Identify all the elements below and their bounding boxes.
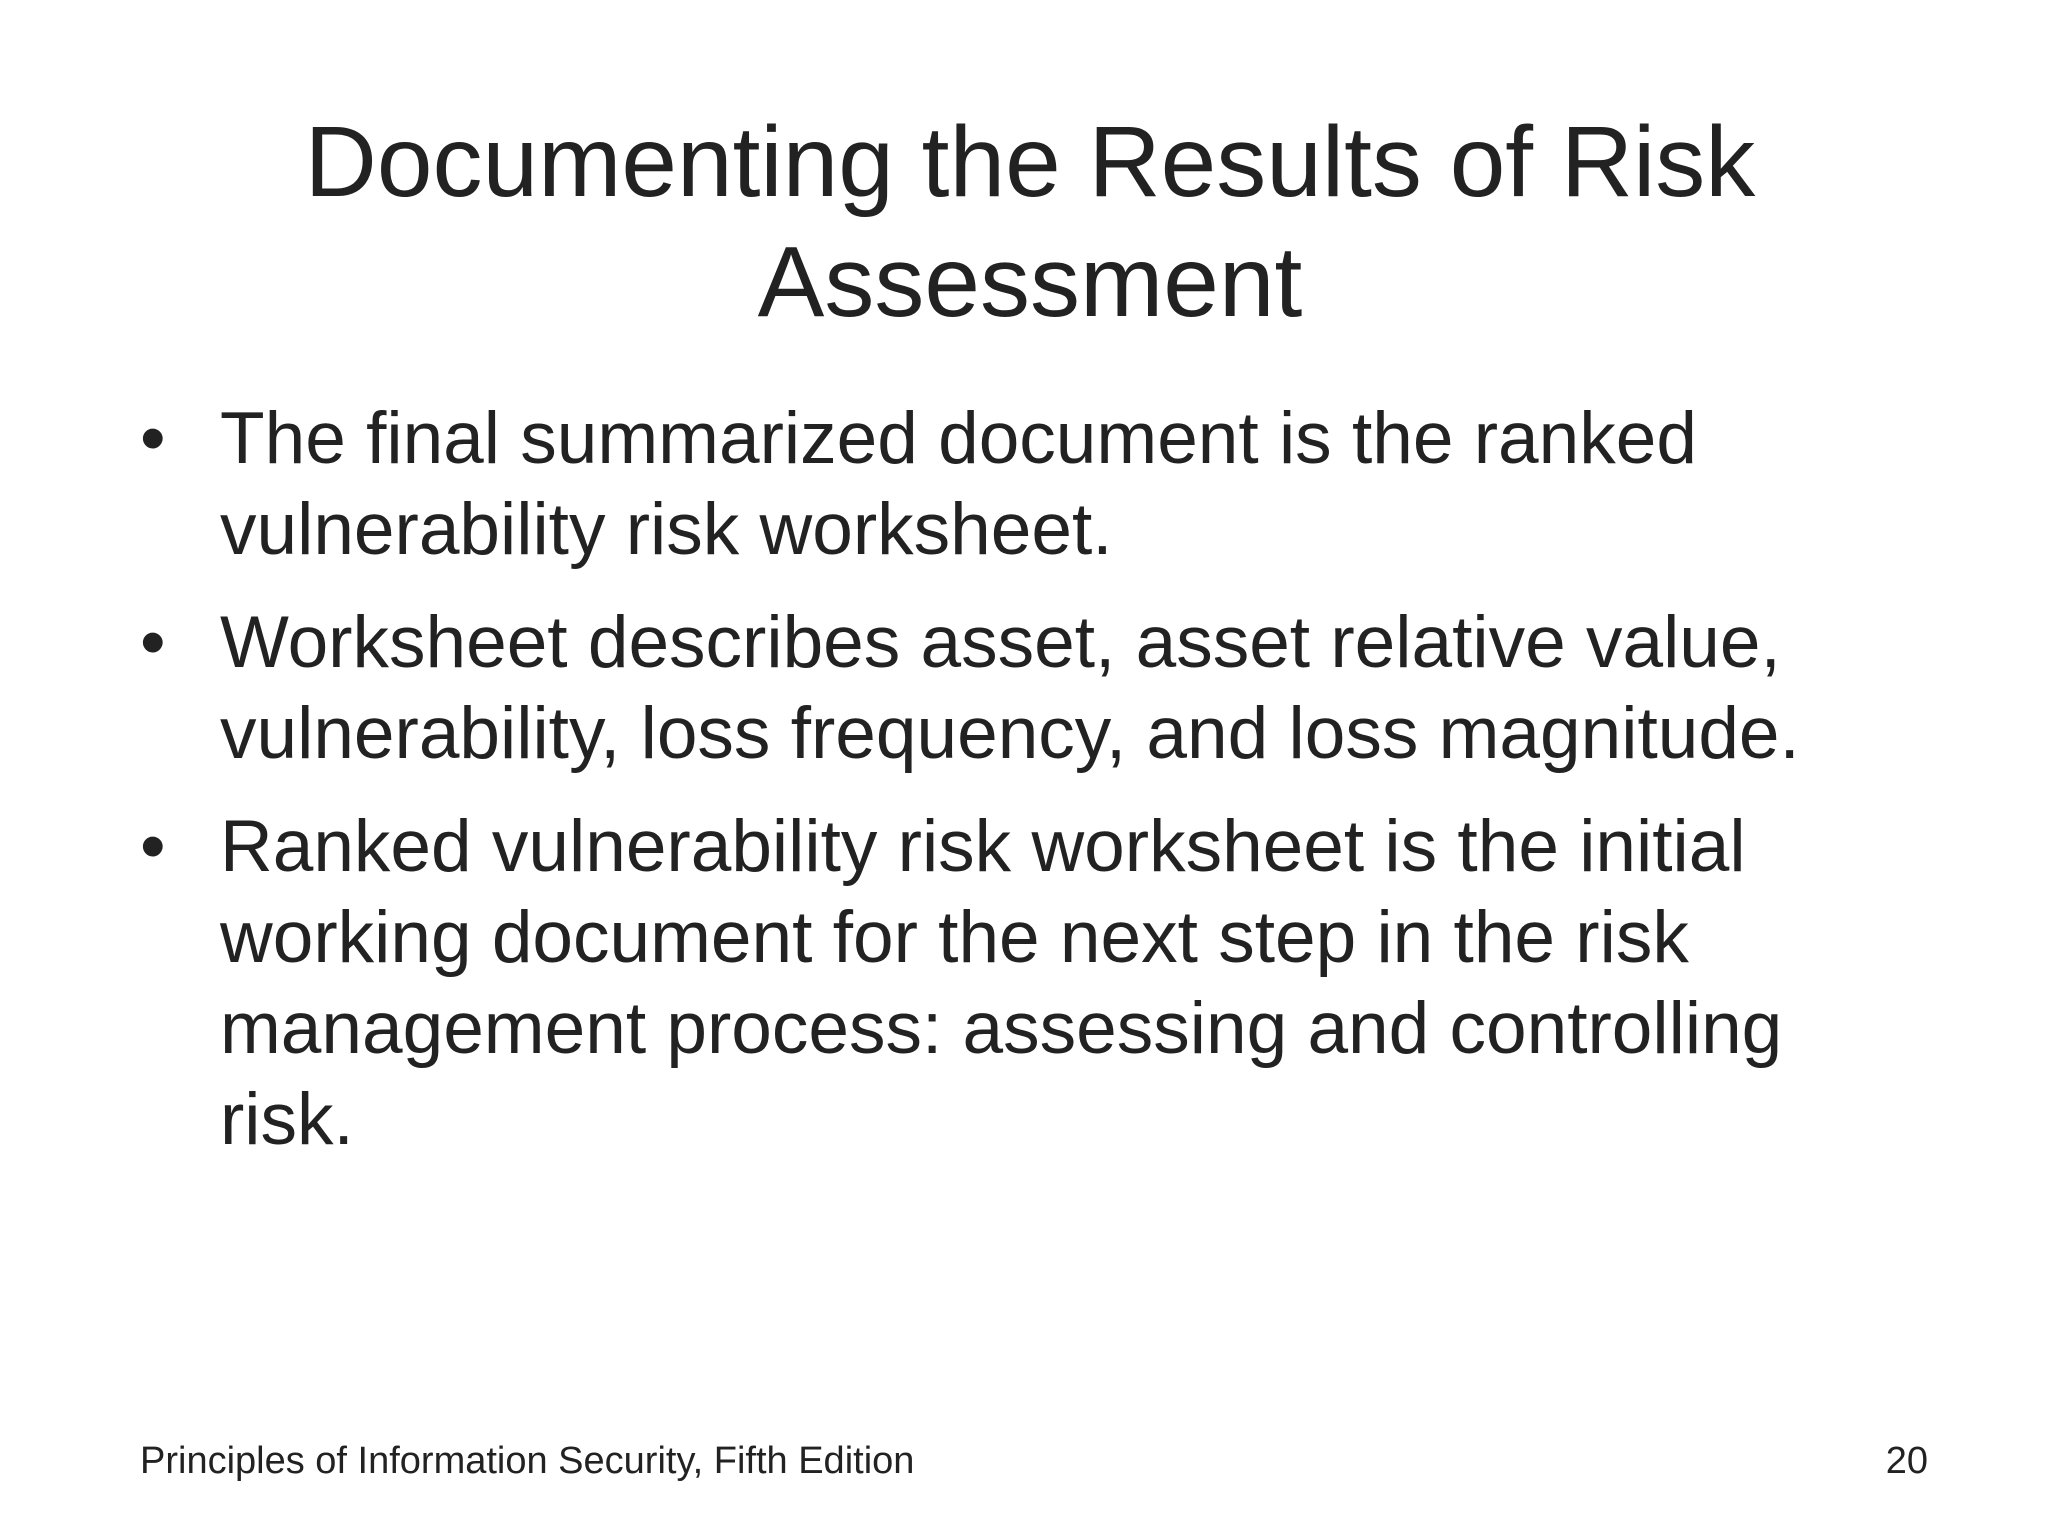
footer-text: Principles of Information Security, Fifth Edition <box>140 1440 915 1482</box>
bullet-item <box>140 801 1900 1165</box>
bullet-text: Worksheet describes asset, asset relative value, vulnerability, loss frequency, and loss magnitude. <box>220 602 1800 774</box>
bullet-text: Ranked vulnerability risk worksheet is the initial working document for the next step in the risk management process: assessing and controlling risk. <box>220 806 1783 1160</box>
bullet-marker: • <box>140 806 166 887</box>
bullet-item <box>140 597 1900 779</box>
bullet-item <box>140 393 1900 575</box>
slide-title: Documenting the Results of Risk Assessment <box>304 106 1756 338</box>
bullet-text: The final summarized document is the ranked vulnerability risk worksheet. <box>220 398 1697 570</box>
bullet-list <box>140 393 1900 1187</box>
page-number: 20 <box>1885 1440 1928 1482</box>
bullet-marker: • <box>140 398 166 479</box>
bullet-marker: • <box>140 602 166 683</box>
